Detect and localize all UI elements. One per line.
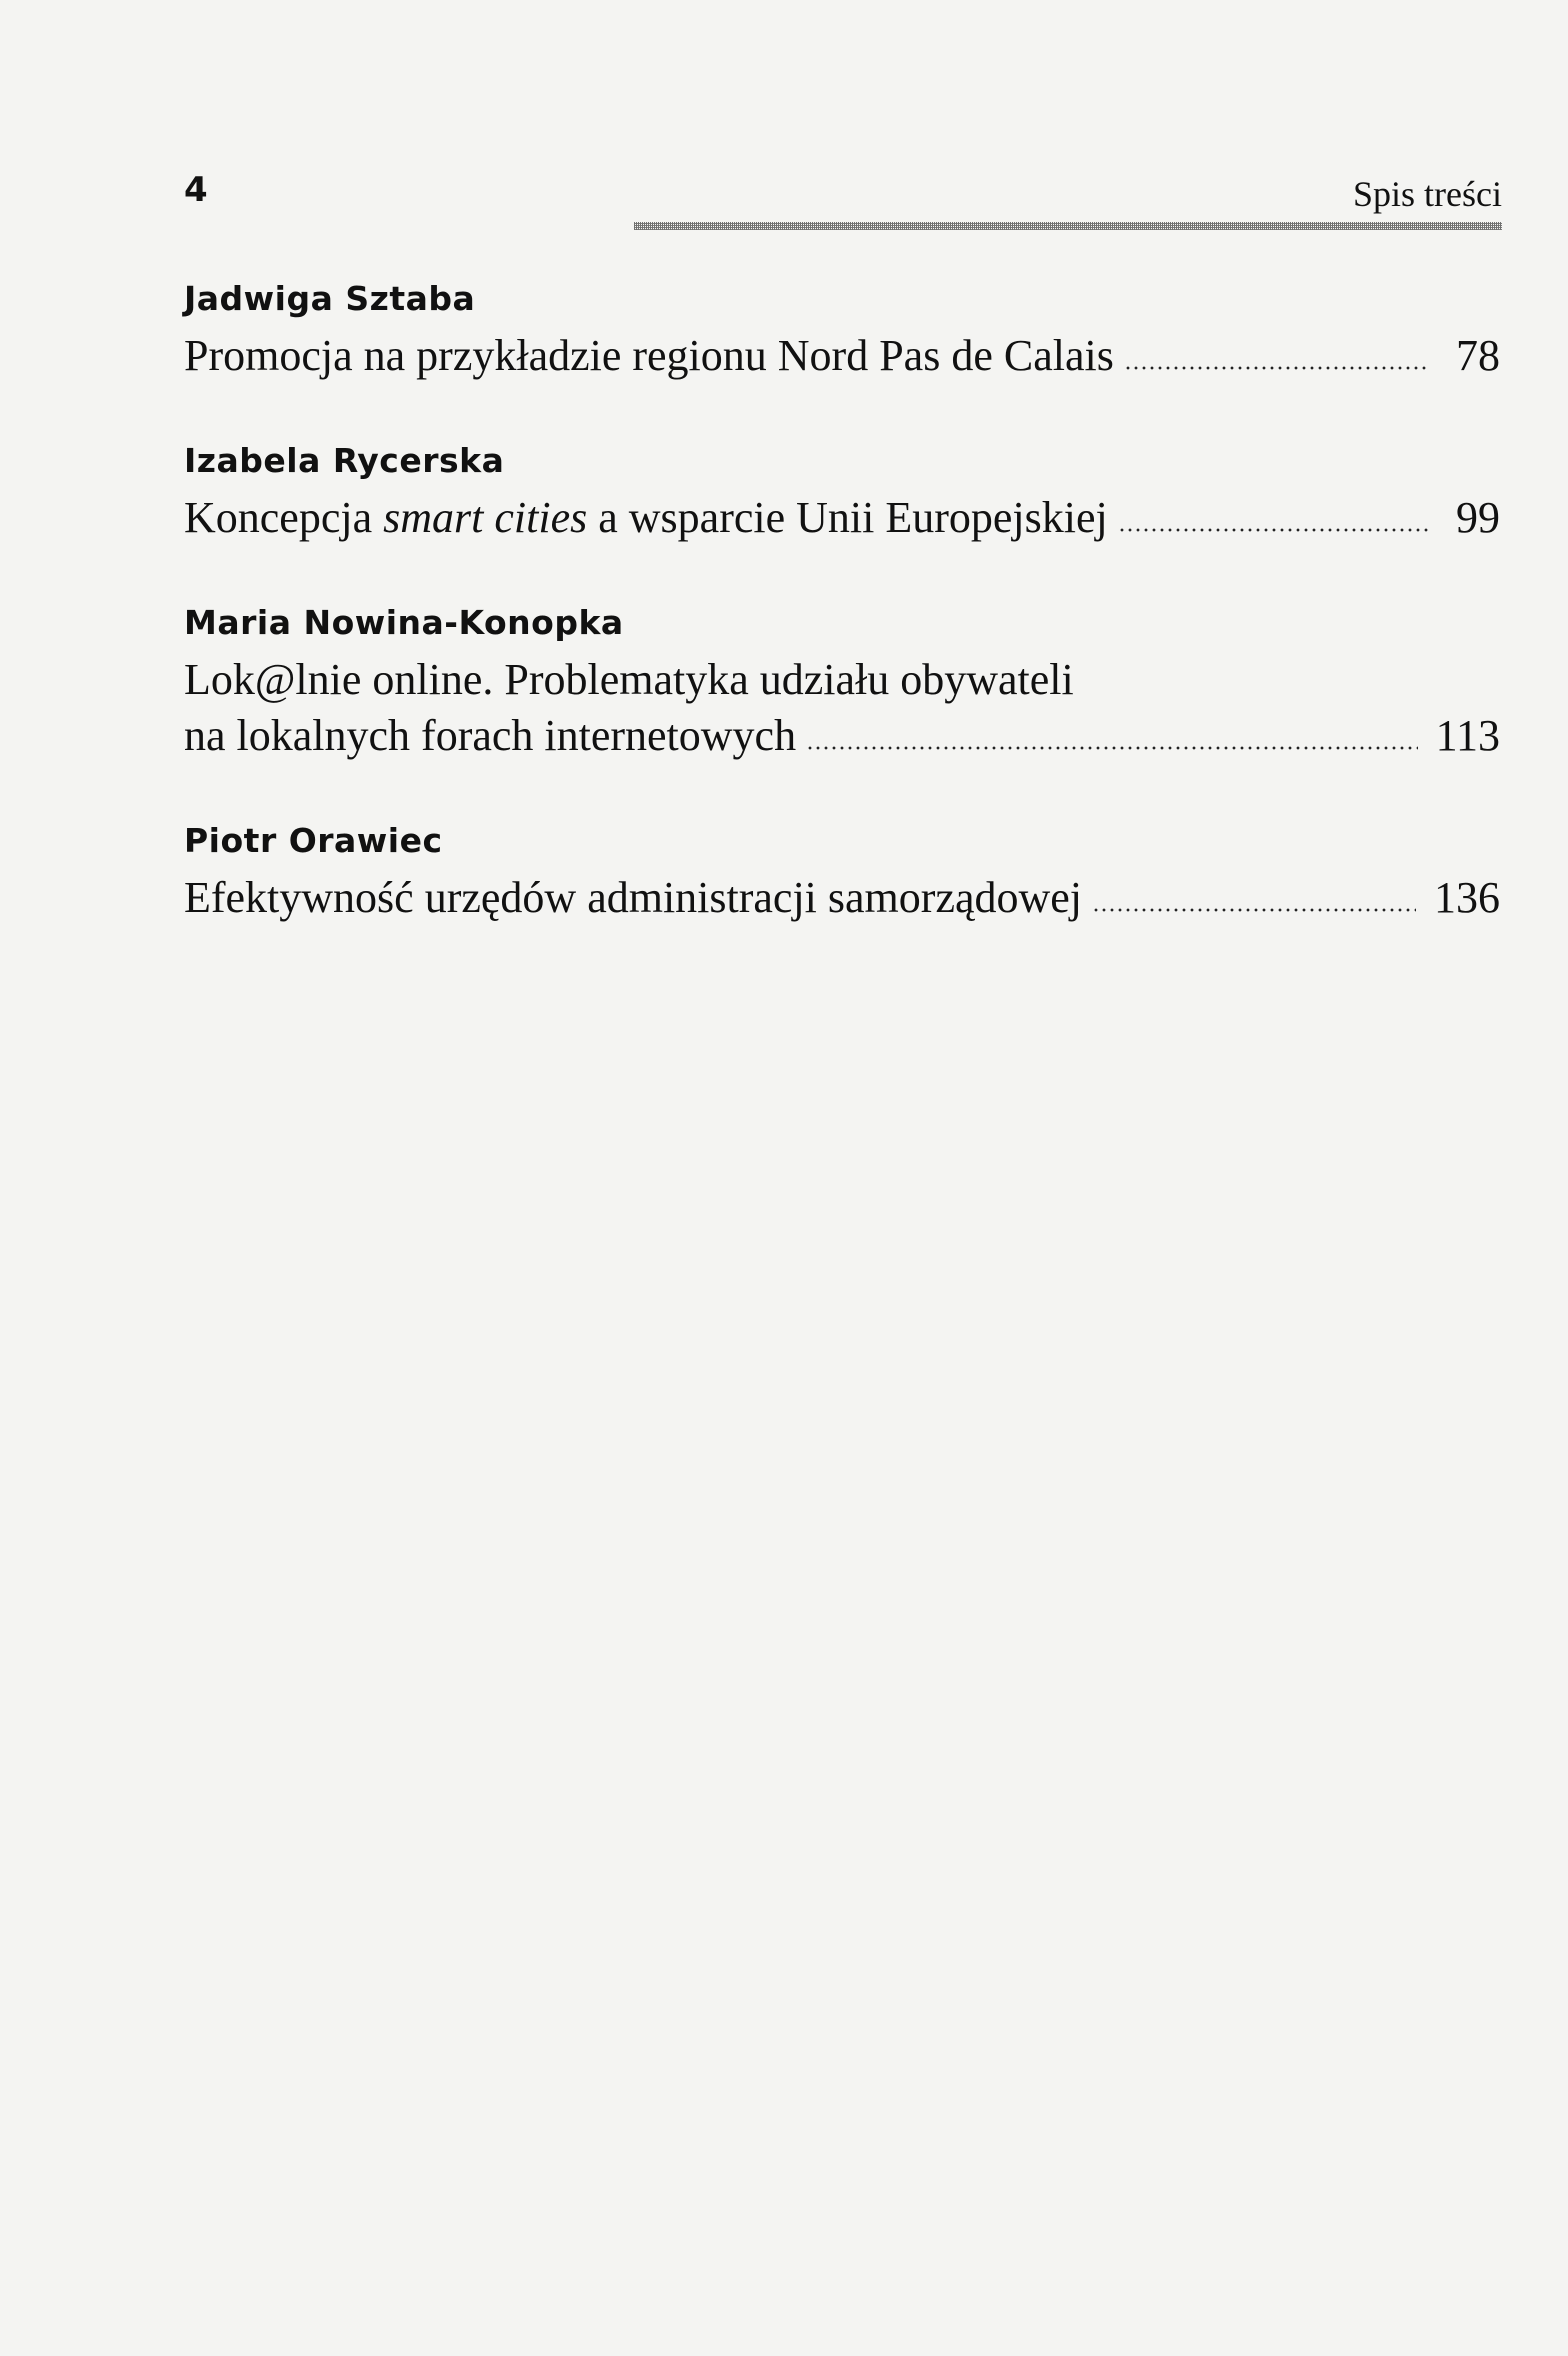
toc-entry [184,820,1500,926]
entry-title: Promocja na przykładzie regionu Nord Pas de Calais [184,331,1114,380]
entry-title-part: Koncepcja [184,493,384,542]
header-rule [634,222,1502,230]
running-head: Spis treści [1353,174,1502,214]
toc-entry [184,278,1500,384]
entry-author: Jadwiga Sztaba [184,279,476,318]
entry-page-number: 99 [1456,493,1500,542]
entry-title-row [184,490,1500,546]
entry-page-number: 78 [1456,331,1500,380]
toc-entry [184,602,1500,764]
entry-title-italic: smart cities [383,493,588,542]
page-number: 4 [184,170,208,210]
entry-page-number: 113 [1435,711,1500,760]
entry-author: Maria Nowina-Konopka [184,603,624,642]
entry-author: Piotr Orawiec [184,821,443,860]
entry-title [184,490,1108,546]
entry-author: Izabela Rycerska [184,441,505,480]
entry-title-row [184,708,1500,764]
table-of-contents [184,278,1500,982]
toc-entry [184,440,1500,546]
dot-leader [806,746,1418,750]
entry-title: na lokalnych forach internetowych [184,711,797,760]
dot-leader [1092,908,1416,912]
entry-title-line: Lok@lnie online. Problematyka udziału obywateli [184,655,1074,704]
dot-leader [1124,366,1428,370]
entry-title-part: a wsparcie Unii Europejskiej [587,493,1108,542]
entry-title-row [184,328,1500,384]
entry-title-row [184,870,1500,926]
entry-title: Efektywność urzędów administracji samorządowej [184,873,1083,922]
entry-page-number: 136 [1434,873,1500,922]
dot-leader [1118,528,1428,532]
